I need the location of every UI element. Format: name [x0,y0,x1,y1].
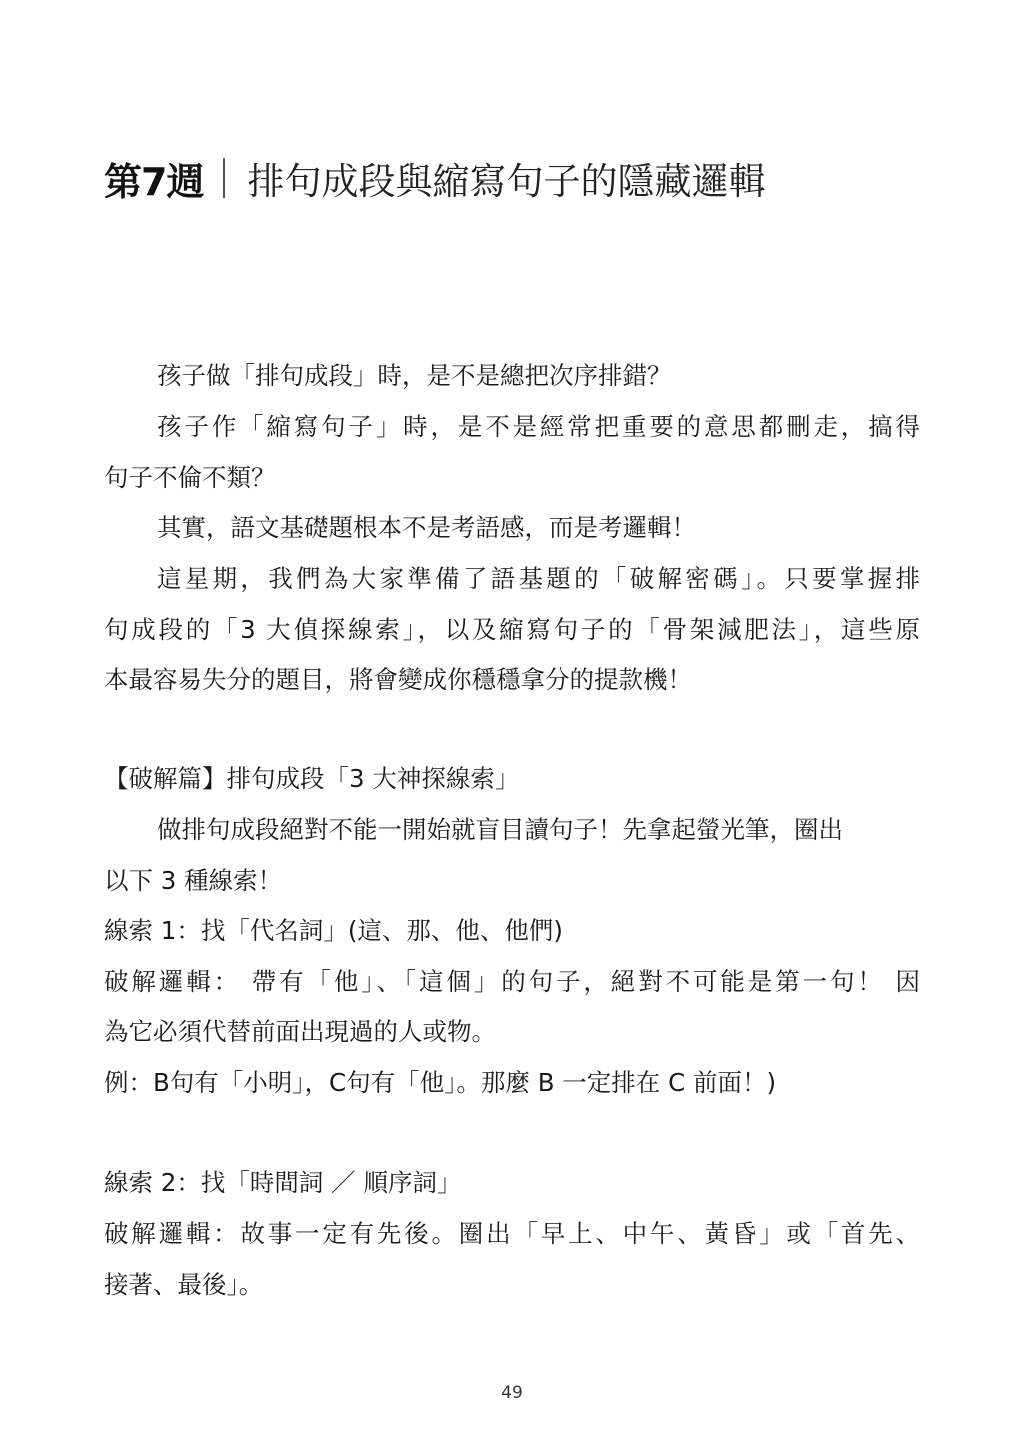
intro-paragraph-2-line-1: 孩子作「縮寫句子」時，是不是經常把重要的意思都刪走，搞得 [157,412,920,441]
intro-paragraph-1: 孩子做「排句成段」時，是不是總把次序排錯？ [157,361,672,390]
section-paragraph-1-line-1: 做排句成段絕對不能一開始就盲目讀句子！先拿起螢光筆，圈出 [157,815,843,844]
clue-1-logic-line-1: 破解邏輯： 帶有「他」、「這個」的句子，絕對不可能是第一句！ 因 [104,967,920,996]
intro-paragraph-4-line-3: 本最容易失分的題目，將會變成你穩穩拿分的提款機！ [104,665,692,694]
intro-paragraph-2-line-2: 句子不倫不類？ [104,463,276,492]
section-paragraph-1-line-2: 以下 3 種線索！ [104,866,283,895]
chapter-week-label: 第7週 [104,159,204,204]
page-number: 49 [501,1383,523,1403]
chapter-title-text: 排句成段與縮寫句子的隱藏邏輯 [247,160,766,203]
intro-paragraph-4-line-2: 句成段的「3 大偵探線索」，以及縮寫句子的「骨架減肥法」，這些原 [104,615,920,644]
section-heading: 【破解篇】排句成段「3 大神探線索」 [104,764,520,793]
clue-2-logic-line-2: 接著、最後」。 [104,1270,264,1299]
clue-1-logic-line-2: 為它必須代替前面出現過的人或物。 [104,1017,496,1046]
chapter-title [104,150,765,206]
clue-1-title: 線索 1：找「代名詞」(這、那、他、他們) [104,916,563,945]
clue-2-logic-line-1: 破解邏輯：故事一定有先後。圈出「早上、中午、黃昏」或「首先、 [104,1219,920,1248]
clue-2-title: 線索 2：找「時間詞 ／ 順序詞」 [104,1168,462,1197]
intro-paragraph-4-line-1: 這星期，我們為大家準備了語基題的「破解密碼」。只要掌握排 [157,564,920,593]
title-divider [223,158,225,198]
clue-1-example: 例：B句有「小明」，C句有「他」。那麼 B 一定排在 C 前面！) [104,1068,777,1097]
intro-paragraph-3: 其實，語文基礎題根本不是考語感，而是考邏輯！ [157,513,696,542]
